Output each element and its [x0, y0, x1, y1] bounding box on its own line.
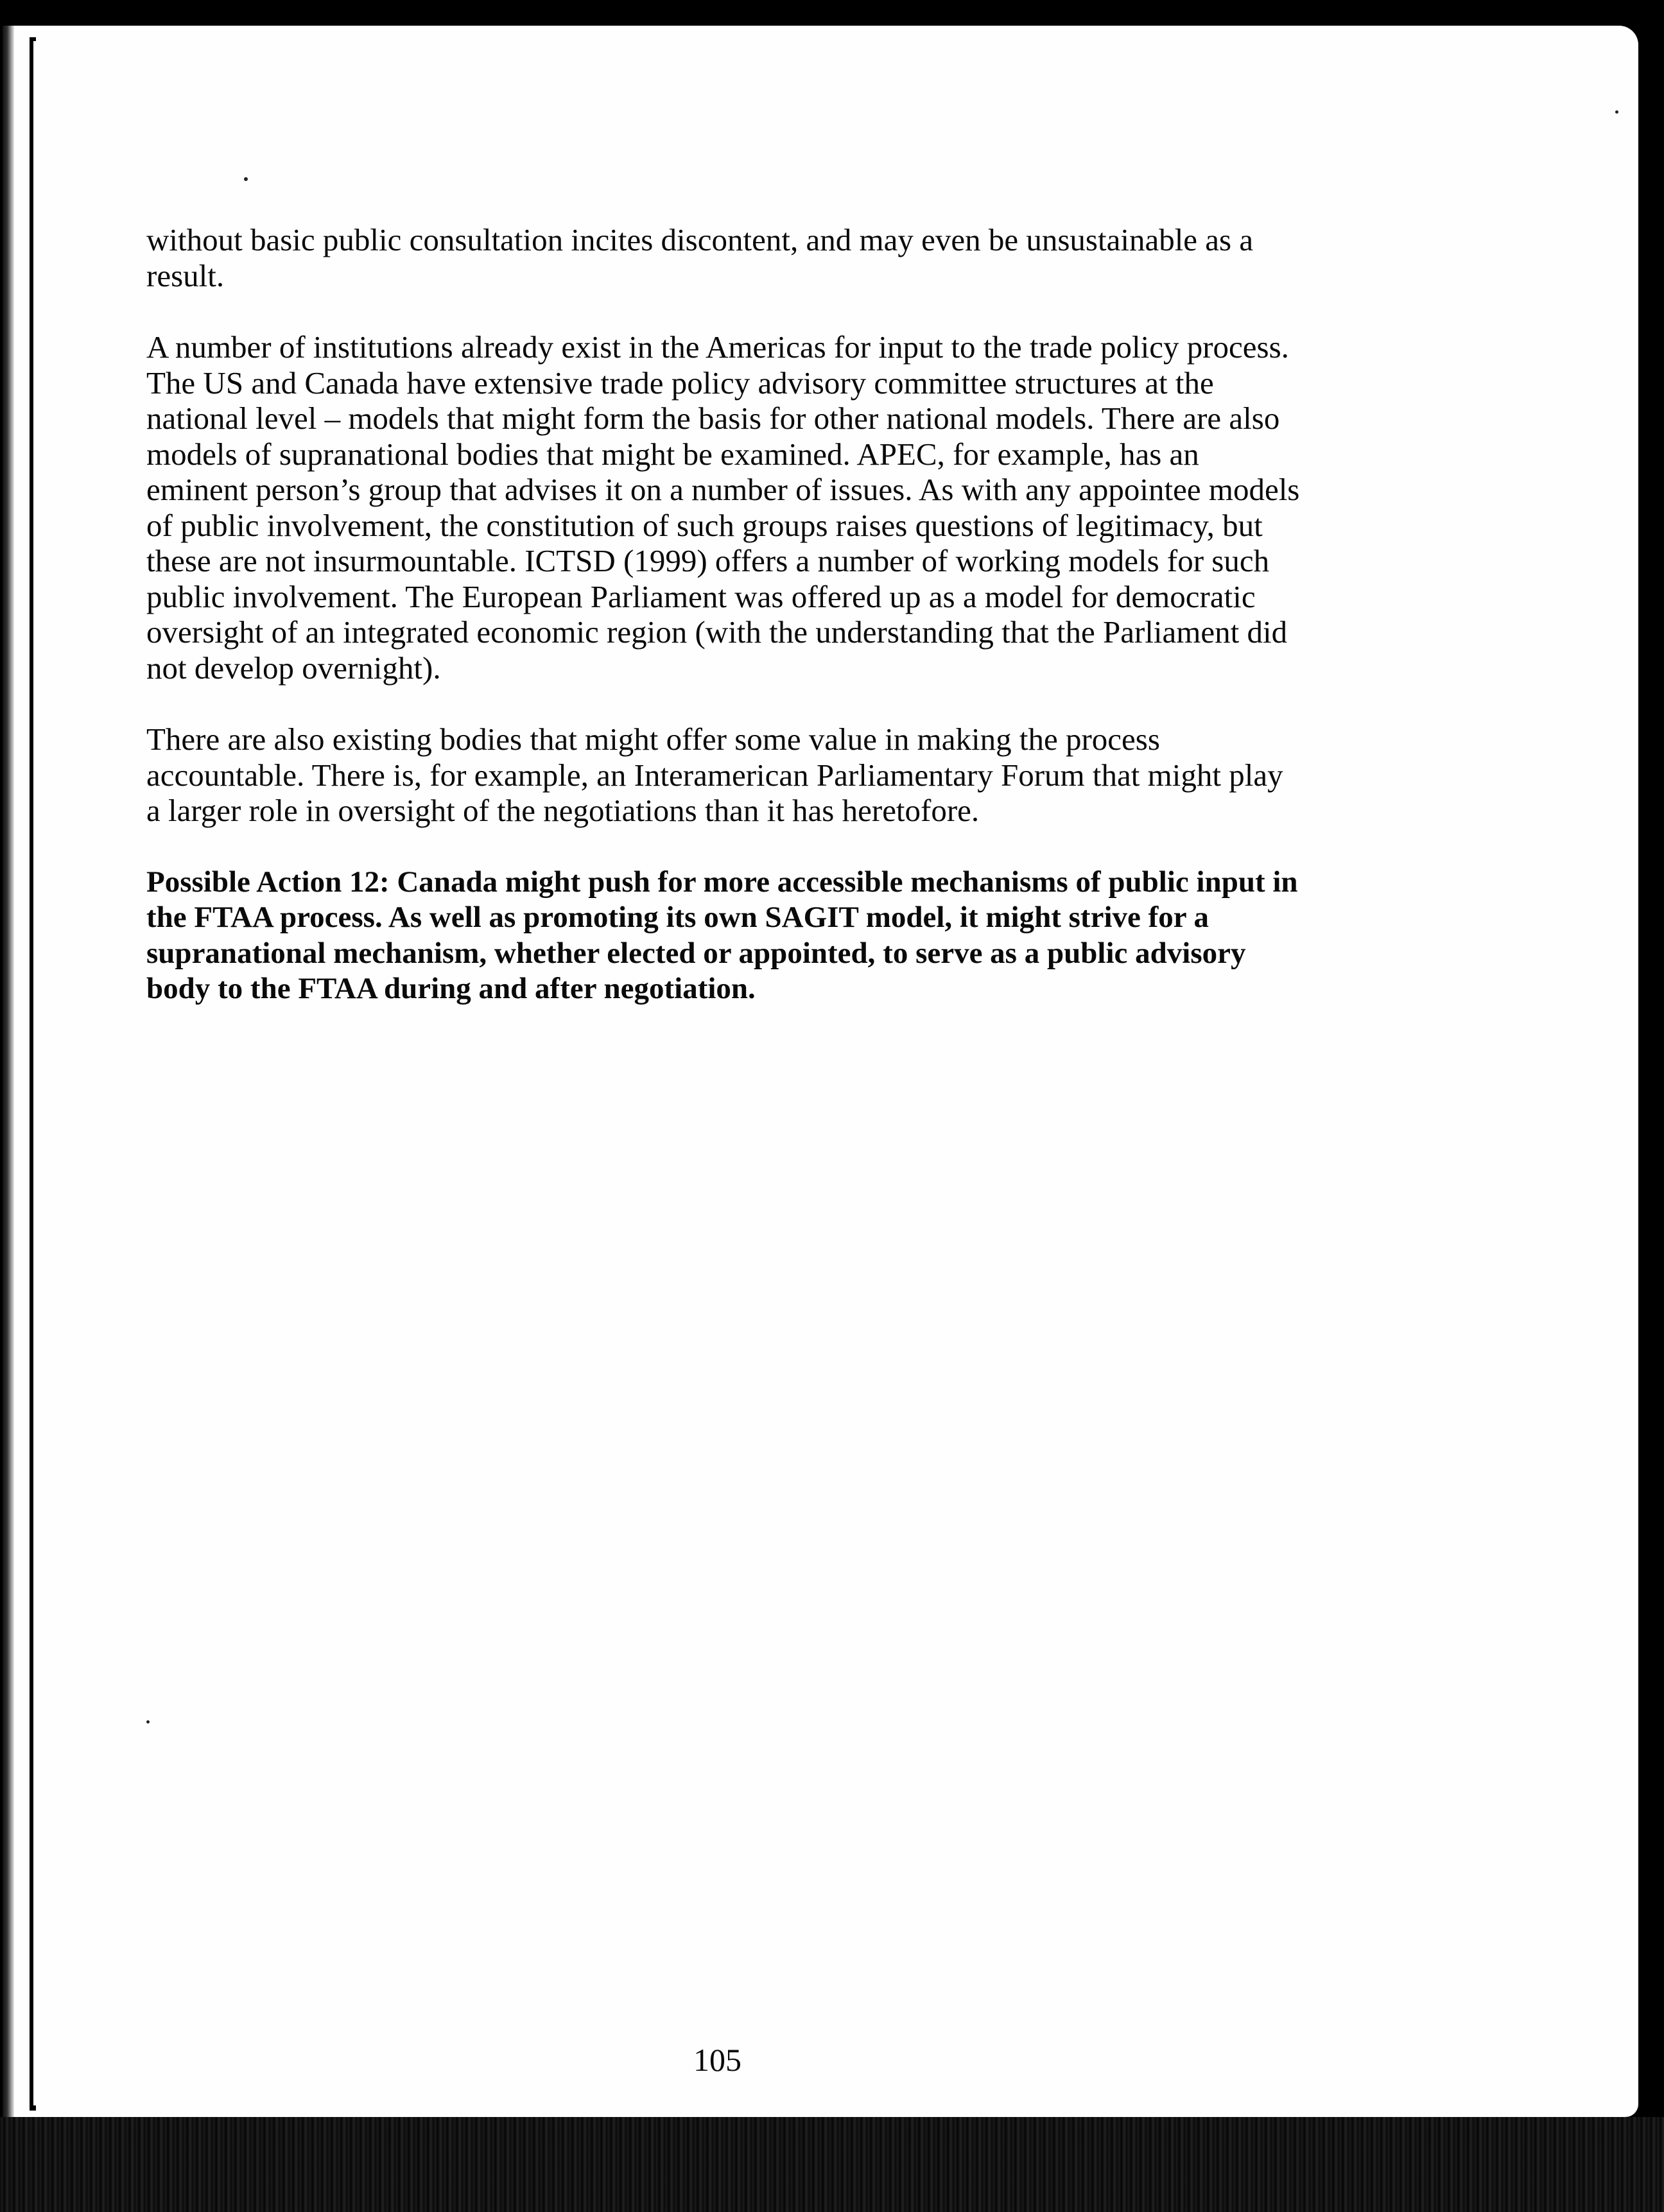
binding-margin-rule — [30, 37, 36, 2111]
paragraph-institutions: A number of institutions already exist in the Americas for input to the trade policy process. The US and Canada have extensive trade policy advisory committee structures at the national level – models that might form the basis for other national models. There are also models of supranational bodies that might be examined. APEC, for example, has an eminent person’s group that advises it on a number of issues. As with any appointee models of public involvement, the constitution of such groups raises questions of legitimacy, but these are not insurmountable. ICTSD (1999) offers a number of working models for such public involvement. The European Parliament was offered up as a model for democratic oversight of an integrated economic region (with the understanding that the Parliament did not develop overnight). — [146, 329, 1300, 686]
possible-action-12: Possible Action 12: Canada might push for more accessible mechanisms of public input in the FTAA process. As well as promoting its own SAGIT model, it might strive for a supranational mechanism, whether elected or appointed, to serve as a public advisory body to the FTAA during and after negotiation. — [146, 865, 1298, 1005]
document-body — [146, 222, 1302, 1043]
page-number: 105 — [693, 2042, 741, 2078]
paragraph-existing-bodies: There are also existing bodies that might offer some value in making the process accountable. There is, for example, an Interamerican Parliamentary Forum that might play a larger role in oversight of the negotiations than it has heretofore. — [146, 721, 1283, 828]
scan-speck — [146, 1720, 150, 1724]
page-left-edge-shadow — [3, 26, 14, 2117]
scan-speck — [1615, 110, 1618, 114]
scanner-bottom-strip — [0, 2117, 1664, 2212]
paragraph-consultation: without basic public consultation incites discontent, and may even be unsustainable as a result. — [146, 222, 1254, 293]
scan-speck — [244, 177, 248, 181]
